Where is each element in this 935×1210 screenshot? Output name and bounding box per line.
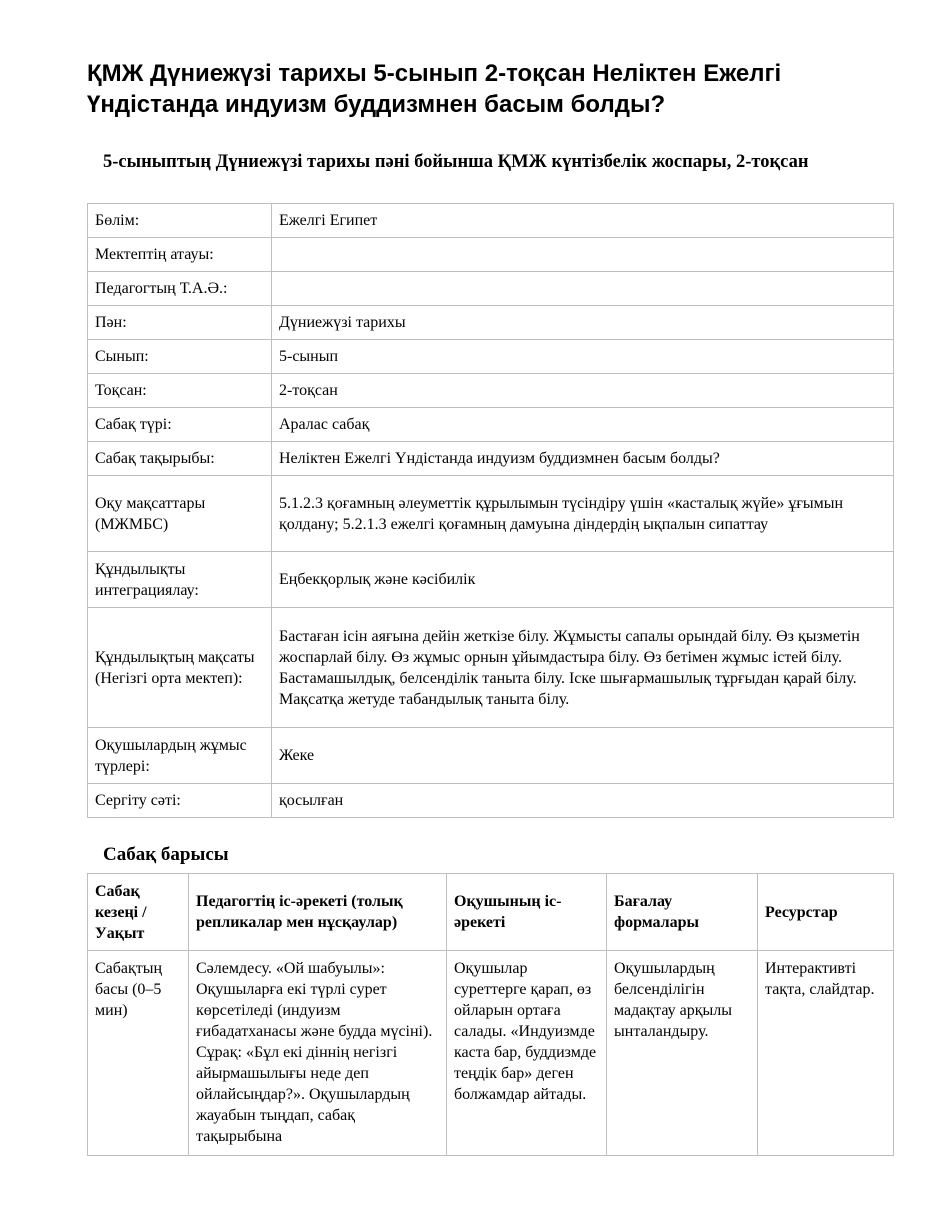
info-row: [88, 238, 894, 272]
info-row: [88, 552, 894, 608]
lesson-cell: Сабақтың басы (0–5 мин): [88, 951, 189, 1156]
document-subtitle: 5-сыныптың Дүниежүзі тарихы пәні бойынша ҚМЖ күнтізбелік жоспары, 2-тоқсан: [103, 152, 809, 172]
lesson-column-header: Бағалау формалары: [607, 874, 758, 951]
info-label: Оқу мақсаттары (МЖМБС): [88, 476, 272, 552]
info-value: Неліктен Ежелгі Үндістанда индуизм буддизмнен басым болды?: [272, 442, 894, 476]
info-label: Құндылықтың мақсаты (Негізгі орта мектеп):: [88, 608, 272, 728]
lesson-column-header: Сабақ кезеңі / Уақыт: [88, 874, 189, 951]
lesson-column-header: Ресурстар: [758, 874, 894, 951]
info-row: [88, 374, 894, 408]
lesson-column-header: Оқушының іс-әрекеті: [447, 874, 607, 951]
lesson-info-table-body: [88, 204, 894, 818]
info-value: Жеке: [272, 728, 894, 784]
info-label: Мектептің атауы:: [88, 238, 272, 272]
info-row: [88, 408, 894, 442]
info-label: Сергіту сәті:: [88, 784, 272, 818]
info-label: Педагогтың Т.А.Ә.:: [88, 272, 272, 306]
info-value: қосылған: [272, 784, 894, 818]
info-label: Бөлім:: [88, 204, 272, 238]
info-label: Сабақ тақырыбы:: [88, 442, 272, 476]
lesson-progress-table: [87, 873, 894, 1156]
info-row: [88, 272, 894, 306]
lesson-cell: Оқушылар суреттерге қарап, өз ойларын ортаға салады. «Индуизмде каста бар, буддизмде теңдік бар» деген болжамдар айтады.: [447, 951, 607, 1156]
info-row: [88, 784, 894, 818]
info-label: Оқушылардың жұмыс түрлері:: [88, 728, 272, 784]
lesson-info-table: [87, 203, 894, 818]
info-value: Аралас сабақ: [272, 408, 894, 442]
info-value: 5.1.2.3 қоғамның әлеуметтік құрылымын түсіндіру үшін «касталық жүйе» ұғымын қолдану; 5.2.1.3 ежелгі қоғамның дамуына діндердің ықпалын сипаттау: [272, 476, 894, 552]
info-label: Сабақ түрі:: [88, 408, 272, 442]
section-heading: Сабақ барысы: [103, 844, 229, 865]
info-value: 5-сынып: [272, 340, 894, 374]
lesson-column-header: Педагогтің іс-әрекеті (толық репликалар мен нұсқаулар): [189, 874, 447, 951]
info-label: Сынып:: [88, 340, 272, 374]
info-row: [88, 728, 894, 784]
info-row: [88, 476, 894, 552]
lesson-cell: Сәлемдесу. «Ой шабуылы»: Оқушыларға екі түрлі сурет көрсетіледі (индуизм ғибадатханасы және будда мүсіні). Сұрақ: «Бұл екі діннің негізгі айырмашылығы неде деп ойлайсыңдар?». Оқушылардың жауабын тыңдап, сабақ тақырыбына: [189, 951, 447, 1156]
lesson-row: [88, 951, 894, 1156]
document-title: ҚМЖ Дүниежүзі тарихы 5-сынып 2-тоқсан Неліктен Ежелгі Үндістанда индуизм буддизмнен басым болды?: [87, 60, 782, 118]
lesson-progress-header-row: [88, 874, 894, 951]
info-value: Бастаған ісін аяғына дейін жеткізе білу. Жұмысты сапалы орындай білу. Өз қызметін жоспарлай білу. Өз жұмыс орнын ұйымдастыра білу. Өз бетімен жұмыс істей білу. Бастамашылдық, белсенділік танытa білу. Іске шығармашылық тұрғыдан қарай білу. Мақсатқа жетуде табандылық таныта білу.: [272, 608, 894, 728]
info-row: [88, 340, 894, 374]
info-row: [88, 204, 894, 238]
info-value: Дүниежүзі тарихы: [272, 306, 894, 340]
info-value: Ежелгі Египет: [272, 204, 894, 238]
lesson-cell: Интерактивті тақта, слайдтар.: [758, 951, 894, 1156]
info-value: [272, 272, 894, 306]
info-row: [88, 608, 894, 728]
info-row: [88, 306, 894, 340]
lesson-cell: Оқушылардың белсенділігін мадақтау арқылы ынталандыру.: [607, 951, 758, 1156]
info-value: [272, 238, 894, 272]
info-label: Тоқсан:: [88, 374, 272, 408]
info-row: [88, 442, 894, 476]
info-label: Пән:: [88, 306, 272, 340]
info-label: Құндылықты интеграциялау:: [88, 552, 272, 608]
lesson-progress-table-body: [88, 951, 894, 1156]
info-value: Еңбекқорлық және кәсібилік: [272, 552, 894, 608]
info-value: 2-тоқсан: [272, 374, 894, 408]
